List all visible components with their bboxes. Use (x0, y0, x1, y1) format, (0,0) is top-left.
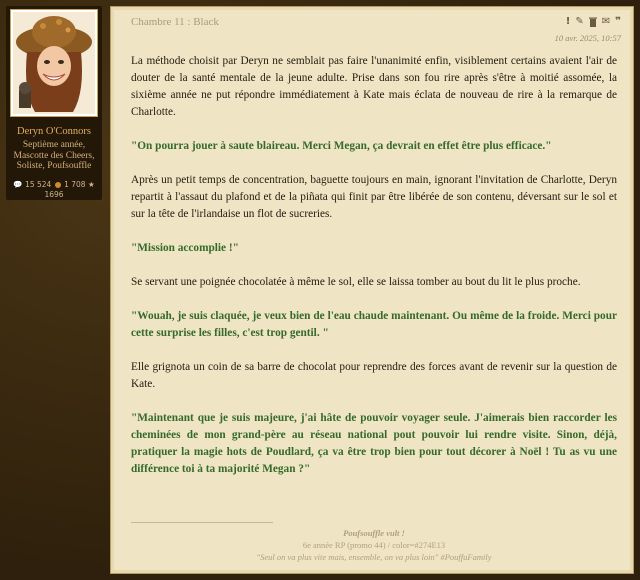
narration-paragraph: Elle grignota un coin de sa barre de chocolat pour reprendre des forces avant de revenir sur la question de Kate. (131, 361, 617, 390)
star-icon: ★ (87, 180, 95, 189)
signature-quote: "Seul on va plus vite mais, ensemble, on va plus loin" #PouffuFamily (256, 552, 492, 562)
post-title[interactable]: Chambre 11 : Black (131, 16, 219, 28)
signature-title: Poufsouffle vult ! (343, 528, 405, 538)
stars-count: 1696 (44, 190, 64, 199)
avatar-image (13, 12, 95, 114)
post-date: 10 avr. 2025, 10:57 (554, 33, 621, 43)
post (110, 6, 634, 574)
signature (131, 527, 617, 563)
author-name[interactable]: Deryn O'Connors (17, 126, 91, 137)
narration-paragraph: Se servant une poignée chocolatée à même le sol, elle se laissa tomber au bout du lit le plus proche. (131, 276, 581, 288)
edit-icon[interactable]: ✎ (575, 16, 584, 27)
signature-divider (131, 522, 273, 523)
dialogue-paragraph: "Mission accomplie !" (131, 242, 239, 254)
post-actions (566, 17, 621, 30)
posts-icon: 💬 (13, 180, 23, 189)
posts-count: 15 524 (25, 180, 52, 189)
author-description: Septième année, Mascotte des Cheers, Soliste, Poufsouffle (13, 140, 95, 171)
dialogue-paragraph: "Maintenant que je suis majeure, j'ai hâte de pouvoir voyager seule. J'aimerais bien raccorder les cheminées de mon grand-père au réseau national pout pouvoir lui rendre visite. Sinon, déjà, pratiquer la magie hots de Poudlard, ça va être trop bien pour tout décorer à Noël ! Tu as vu une différence toi à ta majorité Megan ?" (131, 412, 617, 475)
dialogue-paragraph: "On pourra jouer à saute blaireau. Merci Megan, ça devrait en effet être plus efficace." (131, 140, 552, 152)
author-profile (6, 6, 102, 200)
quote-icon[interactable]: ❞ (615, 16, 621, 27)
points-icon (55, 182, 61, 188)
narration-paragraph: La méthode choisit par Deryn ne semblait pas faire l'unanimité enfin, visiblement certains avaient l'air de douter de la santé mentale de la jeune adulte. Prise dans son fou rire après s'être à moitié assomée, la sixième année ne put répondre immédiatement à Kate mais éclata de nouveau de rire à la remarque de Charlotte. (131, 55, 617, 118)
report-icon[interactable]: ! (565, 16, 571, 27)
avatar[interactable] (11, 10, 97, 116)
mail-icon[interactable]: ✉ (601, 16, 611, 27)
dialogue-paragraph: "Wouah, je suis claquée, je veux bien de l'eau chaude maintenant. Ou même de la froide. Merci pour cette surprise les filles, c'est trop gentil. " (131, 310, 617, 339)
narration-paragraph: Après un petit temps de concentration, baguette toujours en main, ignorant l'invitation de Charlotte, Deryn repartit à l'assaut du plafond et de la piñata qui finit par être libérée de son contenu, déversant sur le sol et sur la tête de l'irlandaise un flot de sucreries. (131, 174, 617, 220)
points-count: 1 708 (64, 180, 86, 189)
signature-line: 6e année RP (promo 44) / color=#274E13 (302, 540, 446, 550)
author-stats (8, 180, 100, 200)
delete-icon[interactable] (589, 17, 597, 30)
post-body (131, 53, 617, 495)
